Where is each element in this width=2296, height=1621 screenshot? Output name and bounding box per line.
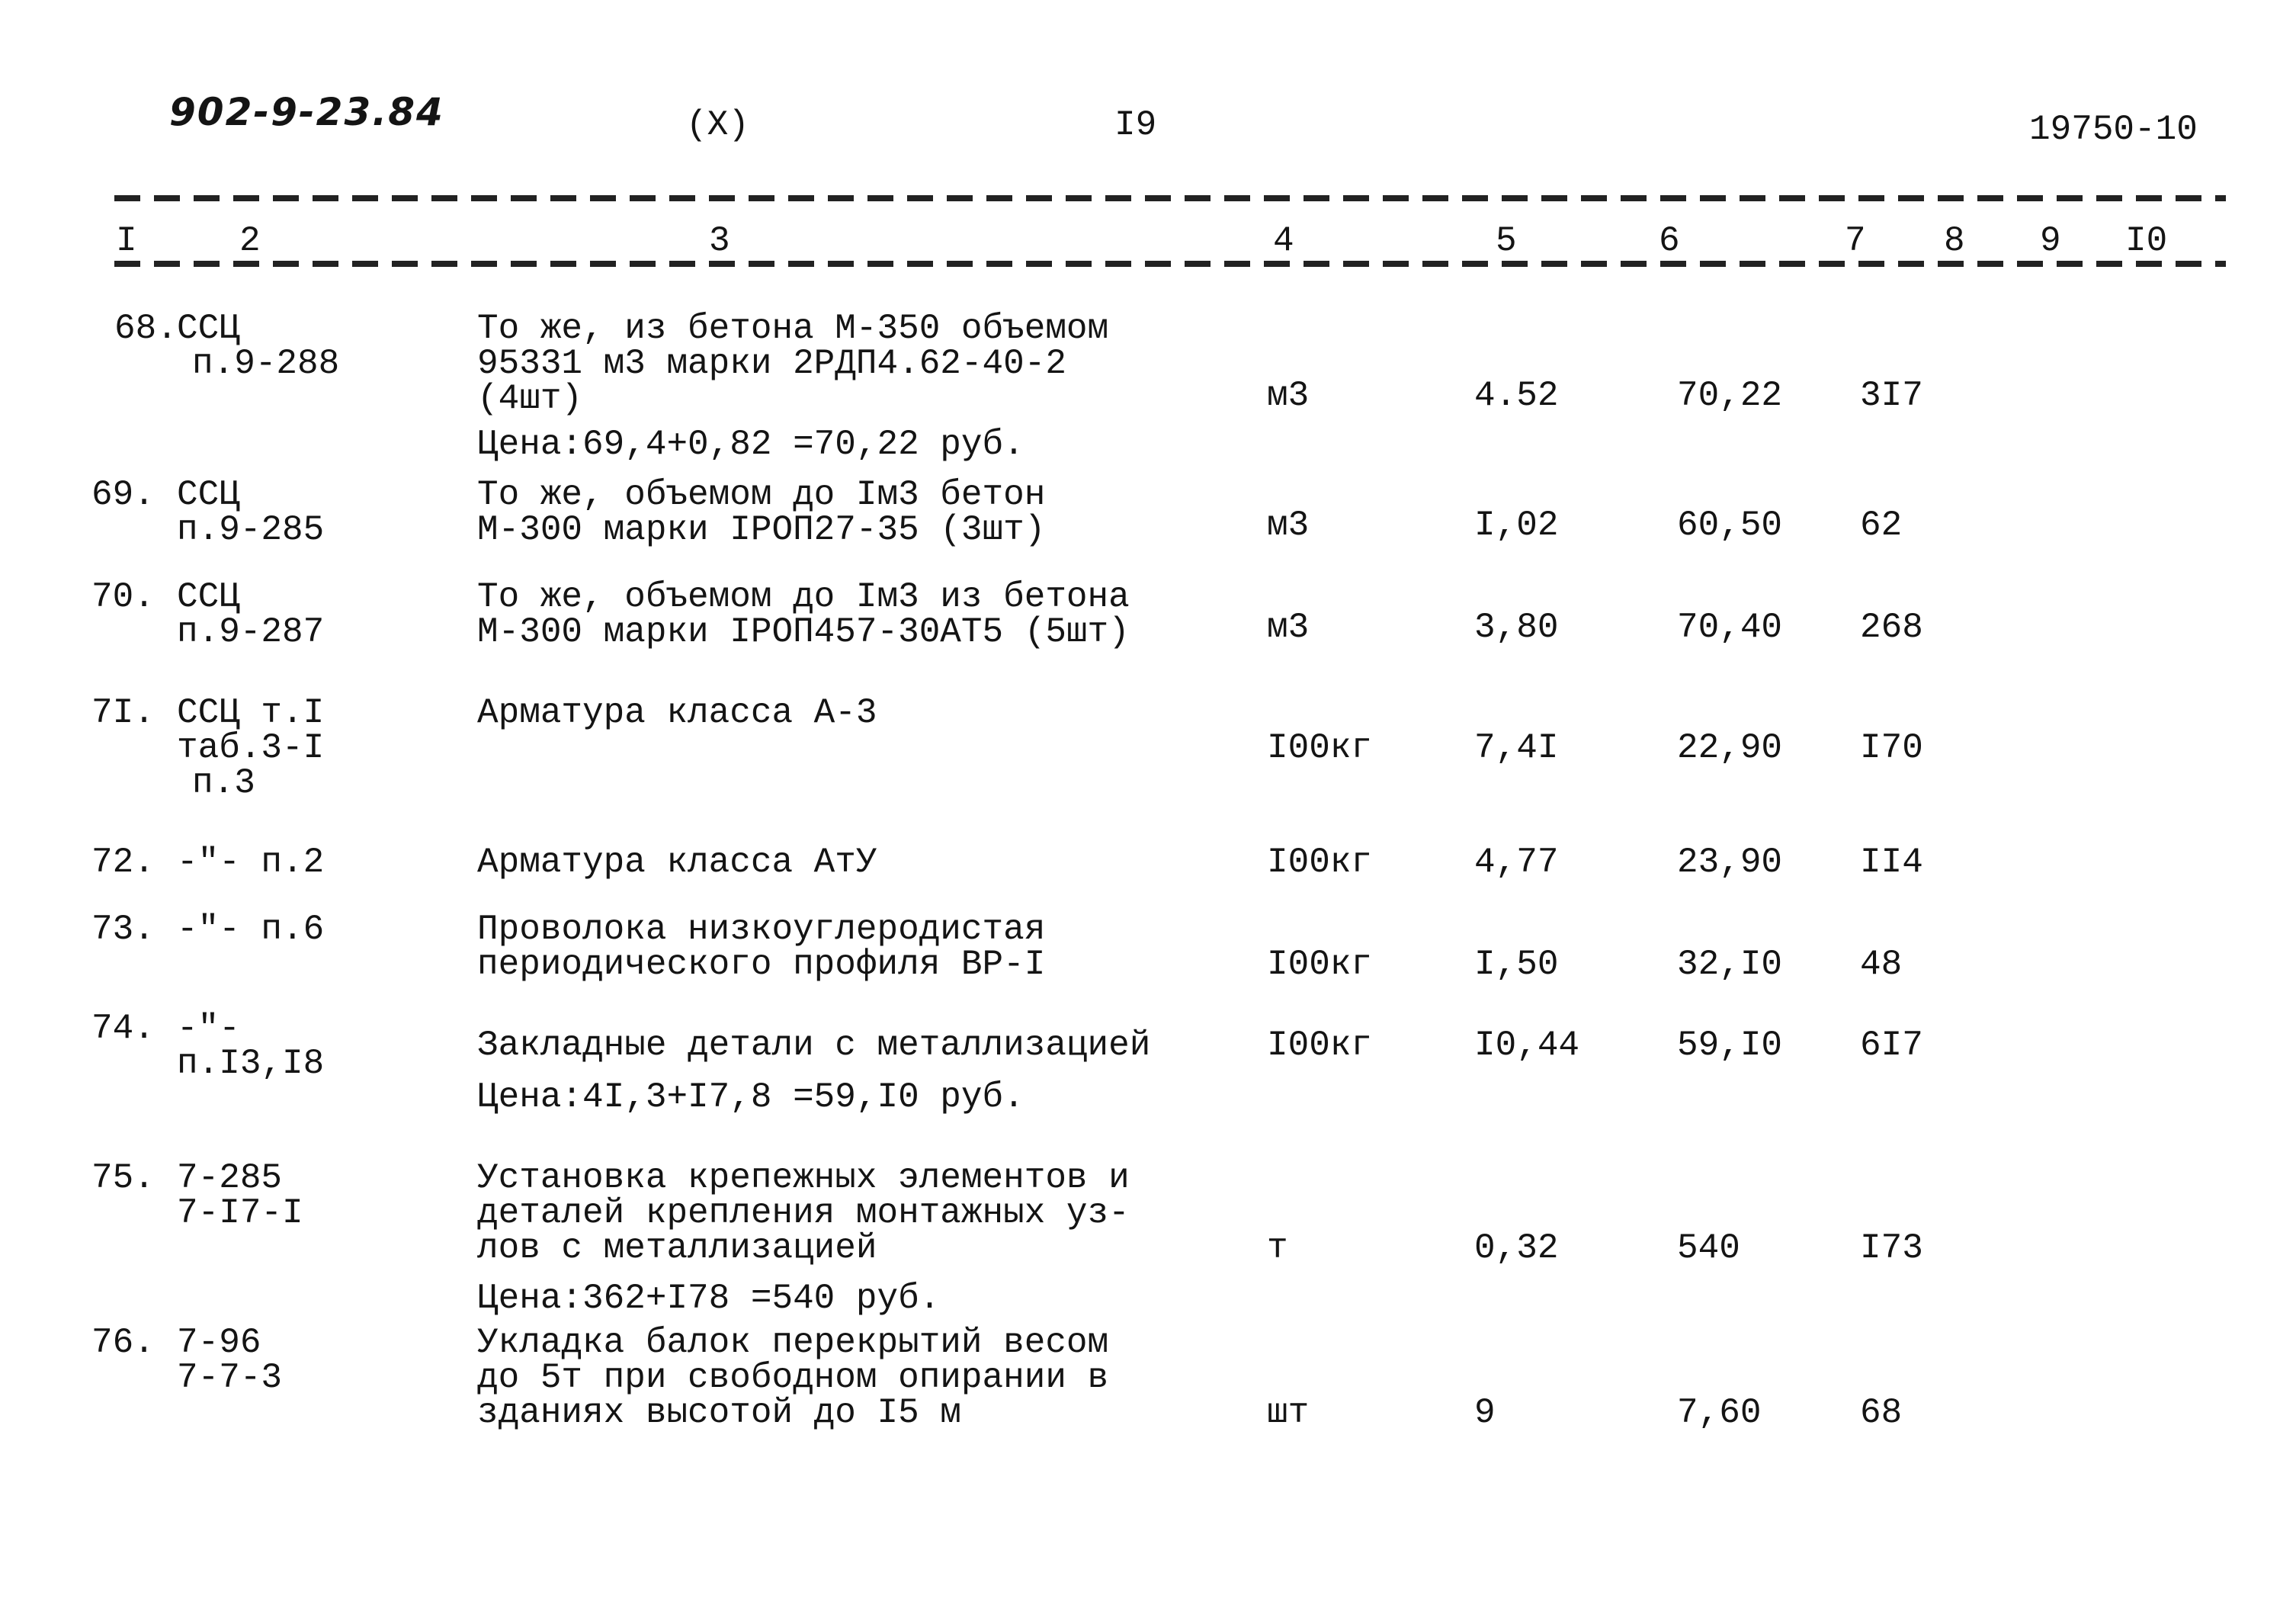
row-number: 74. (91, 1009, 155, 1048)
unit: м3 (1267, 506, 1310, 545)
norm-code: -"- п.6 (177, 910, 325, 949)
row-number: 7I. (91, 693, 155, 733)
total-cost: 62 (1860, 506, 1903, 545)
row-number: 72. (91, 843, 155, 882)
top-dashed-rule (114, 195, 2226, 201)
unit-cost: 60,50 (1677, 506, 1783, 545)
col-header-1: I (116, 221, 137, 261)
unit: т (1267, 1228, 1288, 1268)
unit-cost: 59,I0 (1677, 1026, 1783, 1065)
total-cost: 6I7 (1860, 1026, 1923, 1065)
col-header-8: 8 (1944, 221, 1965, 261)
quantity: 3,80 (1474, 608, 1559, 647)
col-header-7: 7 (1845, 221, 1866, 261)
col-header-3: 3 (709, 221, 730, 261)
item-description: Арматура класса А-3 (477, 693, 877, 733)
item-description: Проволока низкоуглеродистая периодического профиля ВР-I (477, 910, 1046, 984)
col-header-5: 5 (1496, 221, 1517, 261)
price-calculation: Цена:4I,3+I7,8 =59,I0 руб. (477, 1077, 1025, 1117)
item-description: Арматура класса АтУ (477, 843, 877, 882)
row-number: 73. (91, 910, 155, 949)
total-cost: 48 (1860, 945, 1903, 984)
unit-cost: 7,60 (1677, 1393, 1762, 1433)
quantity: 9 (1474, 1393, 1496, 1433)
price-calculation: Цена:362+I78 =540 руб. (477, 1279, 941, 1318)
norm-code: ССЦ п.9-288 (177, 309, 340, 384)
quantity: I,02 (1474, 506, 1559, 545)
norm-code: ССЦ п.9-287 (177, 577, 325, 652)
item-description: То же, из бетона М-350 объемом 95331 м3 марки 2РДП4.62-40-2 (4шт) (477, 309, 1109, 419)
total-cost: 68 (1860, 1393, 1903, 1433)
quantity: I0,44 (1474, 1026, 1580, 1065)
unit: м3 (1267, 608, 1310, 647)
price-calculation: Цена:69,4+0,82 =70,22 руб. (477, 425, 1025, 464)
col-header-2: 2 (239, 221, 261, 261)
norm-code: -"- п.2 (177, 843, 325, 882)
header-dashed-rule (114, 261, 2226, 267)
norm-code: 7-96 7-7-3 (177, 1323, 283, 1398)
norm-code: 7-285 7-I7-I (177, 1158, 303, 1233)
item-description: То же, объемом до Iм3 бетон М-300 марки IРОП27-35 (3шт) (477, 475, 1046, 550)
unit-cost: 540 (1677, 1228, 1740, 1268)
unit: м3 (1267, 376, 1310, 416)
item-description: Укладка балок перекрытий весом до 5т при свободном опирании в зданиях высотой до I5 м (477, 1323, 1109, 1433)
col-header-9: 9 (2040, 221, 2061, 261)
row-number: 70. (91, 577, 155, 617)
item-description: Установка крепежных элементов и деталей крепления монтажных уз- лов с металлизацией (477, 1158, 1130, 1268)
quantity: 0,32 (1474, 1228, 1559, 1268)
total-cost: II4 (1860, 843, 1923, 882)
quantity: 7,4I (1474, 728, 1559, 768)
row-number: 76. (91, 1323, 155, 1363)
page-number: I9 (1114, 105, 1157, 145)
unit: I00кг (1267, 945, 1373, 984)
item-description: То же, объемом до Iм3 из бетона М-300 марки IРОП457-30АТ5 (5шт) (477, 577, 1130, 652)
unit: шт (1267, 1393, 1310, 1433)
norm-code: -"- п.I3,I8 (177, 1009, 325, 1083)
row-number: 69. (91, 475, 155, 515)
unit-cost: 70,40 (1677, 608, 1783, 647)
quantity: 4.52 (1474, 376, 1559, 416)
total-cost: I73 (1860, 1228, 1923, 1268)
item-description: Закладные детали с металлизацией (477, 1026, 1151, 1065)
total-cost: 3I7 (1860, 376, 1923, 416)
section-mark: (X) (686, 105, 749, 145)
norm-code: ССЦ п.9-285 (177, 475, 325, 550)
total-cost: 268 (1860, 608, 1923, 647)
unit-cost: 32,I0 (1677, 945, 1783, 984)
col-header-6: 6 (1659, 221, 1680, 261)
quantity: 4,77 (1474, 843, 1559, 882)
col-header-10: I0 (2125, 221, 2168, 261)
col-header-4: 4 (1273, 221, 1294, 261)
quantity: I,50 (1474, 945, 1559, 984)
document-code: 902-9-23.84 (169, 90, 444, 134)
norm-code: ССЦ т.I таб.3-I п.3 (177, 693, 325, 803)
unit: I00кг (1267, 843, 1373, 882)
total-cost: I70 (1860, 728, 1923, 768)
row-number: 68. (114, 309, 178, 348)
unit-cost: 22,90 (1677, 728, 1783, 768)
reference-number: 19750-10 (2029, 110, 2198, 149)
unit: I00кг (1267, 1026, 1373, 1065)
unit-cost: 23,90 (1677, 843, 1783, 882)
row-number: 75. (91, 1158, 155, 1198)
unit-cost: 70,22 (1677, 376, 1783, 416)
unit: I00кг (1267, 728, 1373, 768)
